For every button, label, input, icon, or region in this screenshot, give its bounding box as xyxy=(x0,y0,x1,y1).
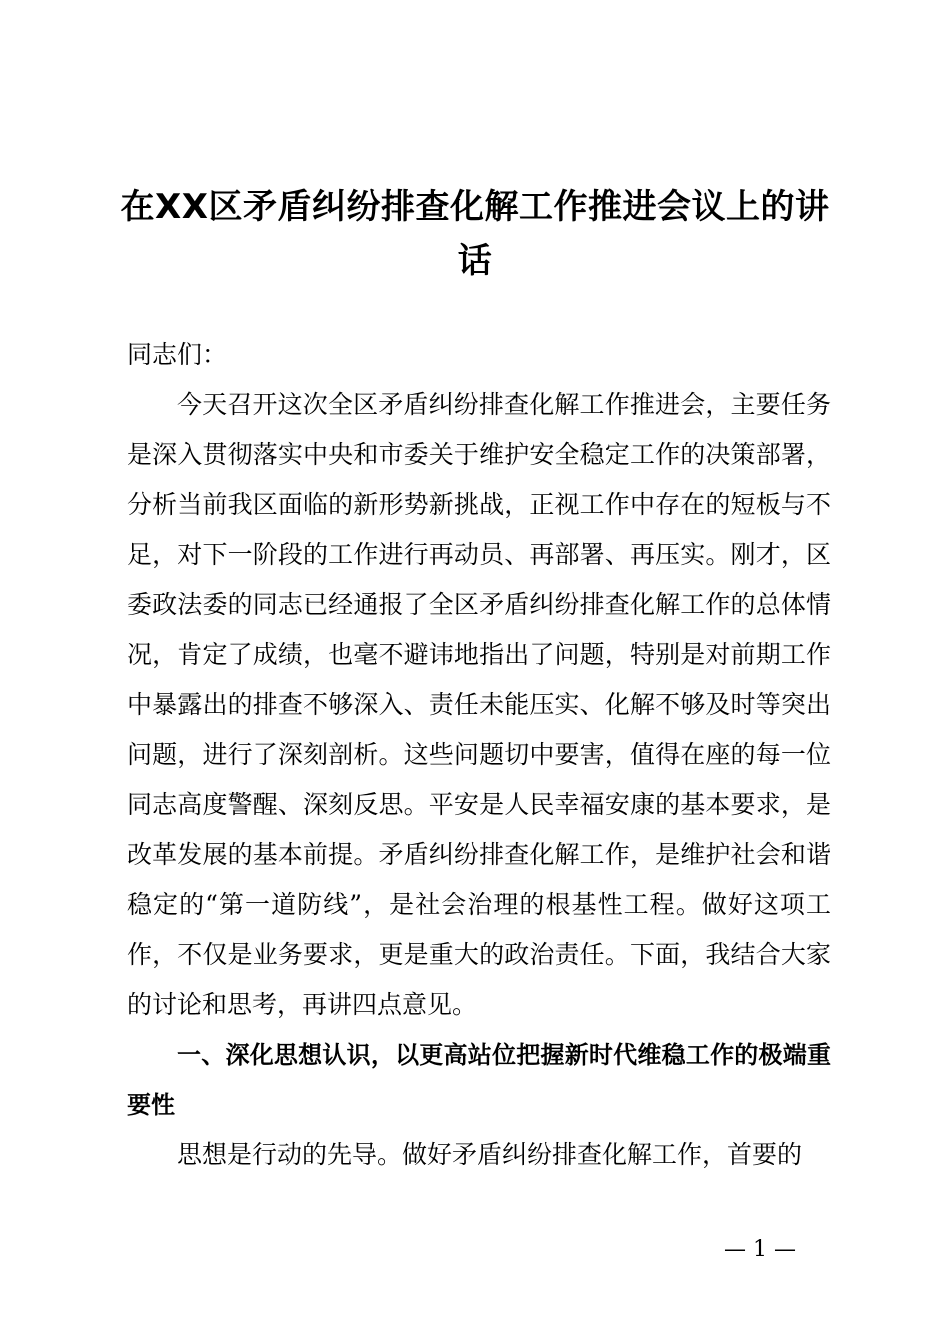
document-title: 在XX区矛盾纠纷排查化解工作推进会议上的讲话 xyxy=(120,187,830,281)
document-body xyxy=(127,330,831,1180)
page-number: — 1 — xyxy=(724,1237,796,1262)
section-heading-1: 一、深化思想认识，以更高站位把握新时代维稳工作的极端重要性 xyxy=(127,1041,831,1119)
salutation: 同志们： xyxy=(127,340,228,369)
intro-paragraph: 今天召开这次全区矛盾纠纷排查化解工作推进会，主要任务是深入贯彻落实中央和市委关于维护安全稳定工作的决策部署，分析当前我区面临的新形势新挑战，正视工作中存在的短板与不足，对下一阶段的工作进行再动员、再部署、再压实。刚才，区委政法委的同志已经通报了全区矛盾纠纷排查化解工作的总体情况，肯定了成绩，也毫不避讳地指出了问题，特别是对前期工作中暴露出的排查不够深入、责任未能压实、化解不够及时等突出问题，进行了深刻剖析。这些问题切中要害，值得在座的每一位同志高度警醒、深刻反思。平安是人民幸福安康的基本要求，是改革发展的基本前提。矛盾纠纷排查化解工作，是维护社会和谐稳定的“第一道防线”，是社会治理的根基性工程。做好这项工作，不仅是业务要求，更是重大的政治责任。下面，我结合大家的讨论和思考，再讲四点意见。 xyxy=(127,390,831,1019)
section-paragraph-1: 思想是行动的先导。做好矛盾纠纷排查化解工作，首要的 xyxy=(177,1140,803,1169)
